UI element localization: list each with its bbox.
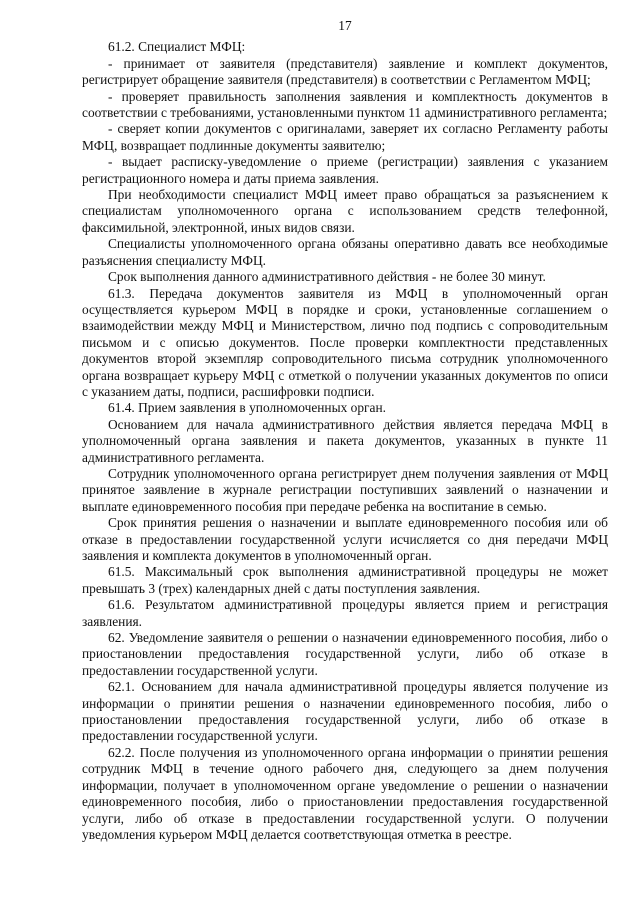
paragraph-registration: Сотрудник уполномоченного органа регистрирует днем получения заявления от МФЦ принятое заявление в журнале регистрации поступивших заявлений о назначении и выплате единовременного пособия при передаче ребенка на воспитание в семью. [82, 465, 608, 514]
paragraph-61-5-max-term: 61.5. Максимальный срок выполнения административной процедуры не может превышать 3 (трех) календарных дней с даты поступления заявления. [82, 564, 608, 596]
paragraph-basis-for-action: Основанием для начала административного действия является передача МФЦ в уполномоченный органа заявления и пакета документов, указанных в пункте 11 административного регламента. [82, 416, 608, 465]
paragraph-61-2-heading: 61.2. Специалист МФЦ: [108, 39, 246, 55]
paragraph-action-deadline: Срок выполнения данного административного действия - не более 30 минут. [108, 269, 546, 285]
paragraph-61-4-heading: 61.4. Прием заявления в уполномоченных орган. [108, 400, 386, 416]
paragraph-verify-copies: - сверяет копии документов с оригиналами, заверяет их согласно Регламенту работы МФЦ, возвращает подлинные документы заявителю; [82, 121, 608, 153]
paragraph-62-notification: 62. Уведомление заявителя о решении о назначении единовременного пособия, либо о приостановлении предоставления государственной услуги, либо об отказе в предоставлении государственной услуги. [82, 630, 608, 678]
paragraph-accept-application: - принимает от заявителя (представителя) заявление и комплект документов, регистрирует обращение заявителя (представителя) в соответствии с Регламентом МФЦ; [82, 55, 608, 88]
paragraph-61-3-transfer: 61.3. Передача документов заявителя из МФЦ в уполномоченный орган осуществляется курьером МФЦ в порядке и сроки, установленные соглашением о взаимодействии между МФЦ и Министерством, лично под подпись с сопроводительным письмом и с описью документов. После проверки комплектности представленных документов второй экземпляр сопроводительного письма сотрудник уполномоченного органа возвращает курьеру МФЦ с отметкой о получении указанных документов по описи с указанием даты, подписи, расшифровки подписи. [82, 285, 608, 399]
paragraph-62-2-after-receipt: 62.2. После получения из уполномоченного органа информации о принятии решения сотрудник МФЦ в течение одного рабочего дня, следующего за днем получения информации, получает в уполномоченном органе уведомление о решении о назначении единовременного пособия, либо о приостановлении предоставления государственной услуги, либо об отказе в предоставлении государственной услуги. О получении уведомления курьером МФЦ делается соответствующая отметка в реестре. [82, 744, 608, 842]
paragraph-check-completeness: - проверяет правильность заполнения заявления и комплектность документов в соответствии с требованиями, установленными пунктом 11 административного регламента; [82, 88, 608, 121]
paragraph-issue-receipt: - выдает расписку-уведомление о приеме (регистрации) заявления с указанием регистрационного номера и даты приема заявления. [82, 154, 608, 186]
page-number: 17 [338, 18, 352, 33]
paragraph-62-1-basis: 62.1. Основанием для начала административной процедуры является получение из информации о принятии решения о назначении единовременного пособия, либо о приостановлении предоставления государственной услуги, либо об отказе в предоставлении государственной услуги. [82, 679, 608, 744]
paragraph-61-6-result: 61.6. Результатом административной процедуры является прием и регистрация заявления. [82, 597, 608, 629]
paragraph-clarification-right: При необходимости специалист МФЦ имеет право обращаться за разъяснением к специалистам уполномоченного органа с использованием средств телефонной, факсимильной, электронной, иных видов связи. [82, 187, 608, 235]
paragraph-decision-term: Срок принятия решения о назначении и выплате единовременного пособия или об отказе в предоставлении государственной услуги исчисляется со дня передачи МФЦ заявления и комплекта документов в уполномоченный орган. [82, 515, 608, 563]
paragraph-specialists-obliged: Специалисты уполномоченного органа обязаны оперативно давать все необходимые разъяснения специалисту МФЦ. [82, 236, 608, 268]
